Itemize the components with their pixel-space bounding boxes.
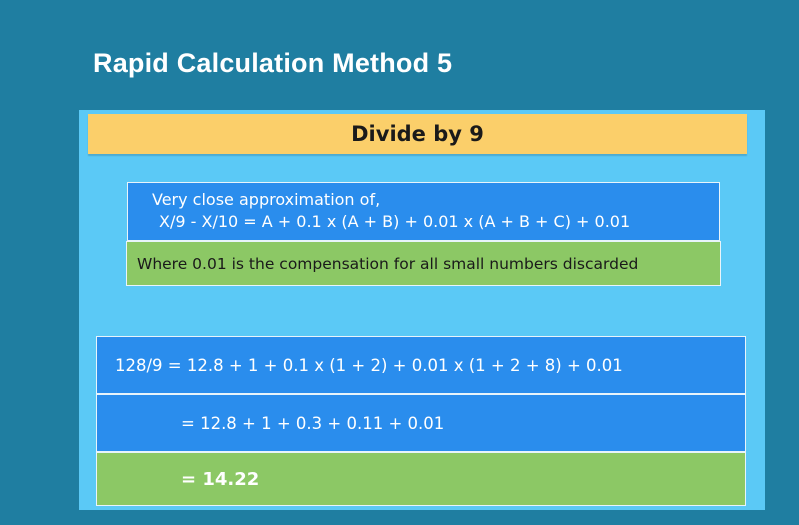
slide-heading: Divide by 9: [88, 114, 747, 154]
compensation-note: Where 0.01 is the compensation for all small numbers discarded: [126, 241, 721, 286]
formula-box: [127, 182, 720, 241]
example-step: = 12.8 + 1 + 0.3 + 0.11 + 0.01: [96, 394, 746, 452]
example-result: = 14.22: [96, 452, 746, 506]
formula-intro: Very close approximation of,: [152, 190, 381, 209]
page-title: Rapid Calculation Method 5: [93, 48, 453, 78]
formula-expression: X/9 - X/10 = A + 0.1 x (A + B) + 0.01 x (A + B + C) + 0.01: [159, 212, 631, 231]
slide-panel: [79, 110, 765, 510]
example-calculation: 128/9 = 12.8 + 1 + 0.1 x (1 + 2) + 0.01 x (1 + 2 + 8) + 0.01: [96, 336, 746, 394]
